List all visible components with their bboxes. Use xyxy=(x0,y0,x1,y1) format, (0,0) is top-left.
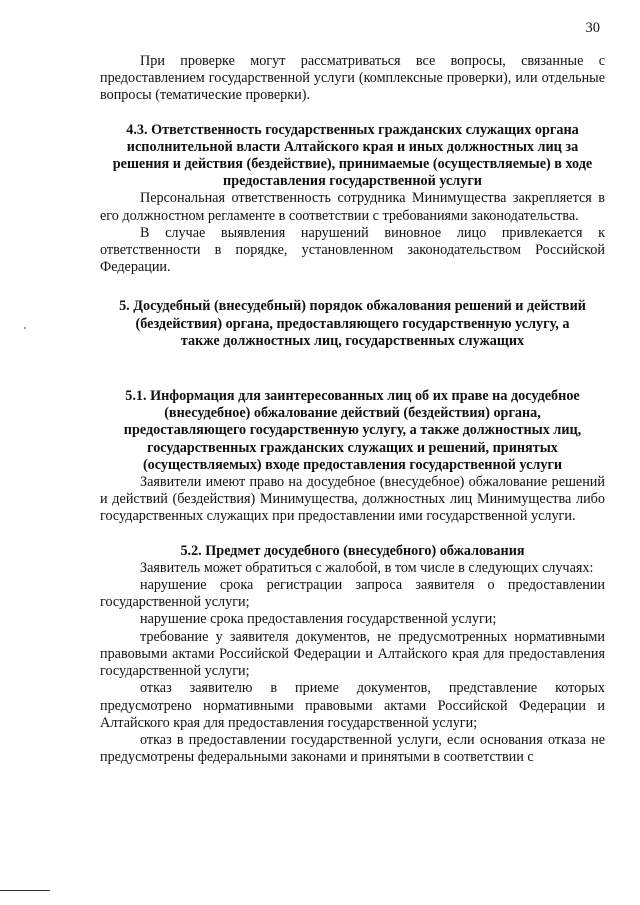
intro-paragraph: При проверке могут рассматриваться все вопросы, связанные с предоставлением государственной услуги (комплексные проверки), или отдельные вопросы (тематические проверки). xyxy=(100,53,605,104)
list-item: нарушение срока предоставления государственной услуги; xyxy=(140,611,497,628)
list-item: отказ заявителю в приеме документов, представление которых предусмотрено нормативными правовыми актами Российской Федерации и Алтайского края для предоставления государственной услуги; xyxy=(100,680,605,731)
section-5-2-heading: 5.2. Предмет досудебного (внесудебного) обжалования xyxy=(180,542,525,559)
section-4-3-paragraph: Персональная ответственность сотрудника Минимущества закрепляется в его должностном регламенте в соответствии с требованиями законодательства. xyxy=(100,190,605,224)
section-5-2-lead: Заявитель может обратиться с жалобой, в том числе в следующих случаях: xyxy=(140,559,594,576)
document-body xyxy=(100,53,605,766)
section-5-heading: 5. Досудебный (внесудебный) порядок обжалования решений и действий (бездействия) органа, предоставляющего государственную услугу, а также должностных лиц, государственных служащих xyxy=(119,298,586,349)
section-4-3-paragraph: В случае выявления нарушений виновное лицо привлекается к ответственности в порядке, установленном законодательством Российской Федерации. xyxy=(100,224,605,276)
list-item: отказ в предоставлении государственной услуги, если основания отказа не предусмотрены федеральными законами и принятыми в соответствии с xyxy=(100,731,605,766)
footer-divider xyxy=(0,890,50,891)
section-5-1-heading: 5.1. Информация для заинтересованных лиц об их праве на досудебное (внесудебное) обжалование действий (бездействия) органа, предоставляющего государственную услугу, а также должностных лиц, государственных гражданских служащих и решений, принятых (осуществляемых) входе предоставления государственной услуги xyxy=(123,388,582,473)
section-5-1-paragraph: Заявители имеют право на досудебное (внесудебное) обжалование решений и действий (бездействия) Минимущества, должностных лиц Минимущества либо государственных служащих при предоставлении ими государственной услуги. xyxy=(100,474,605,525)
page-number: 30 xyxy=(585,20,600,36)
list-item: нарушение срока регистрации запроса заявителя о предоставлении государственной услуги; xyxy=(100,577,605,611)
margin-dot xyxy=(24,327,26,329)
section-4-3-heading: 4.3. Ответственность государственных гражданских служащих органа исполнительной власти Алтайского края и иных должностных лиц за решения и действия (бездействие), принимаемые (осуществляемые) в ходе предоставления государственной услуги xyxy=(112,121,593,190)
list-item: требование у заявителя документов, не предусмотренных нормативными правовыми актами Российской Федерации и Алтайского края для предоставления государственной услуги; xyxy=(100,628,605,680)
